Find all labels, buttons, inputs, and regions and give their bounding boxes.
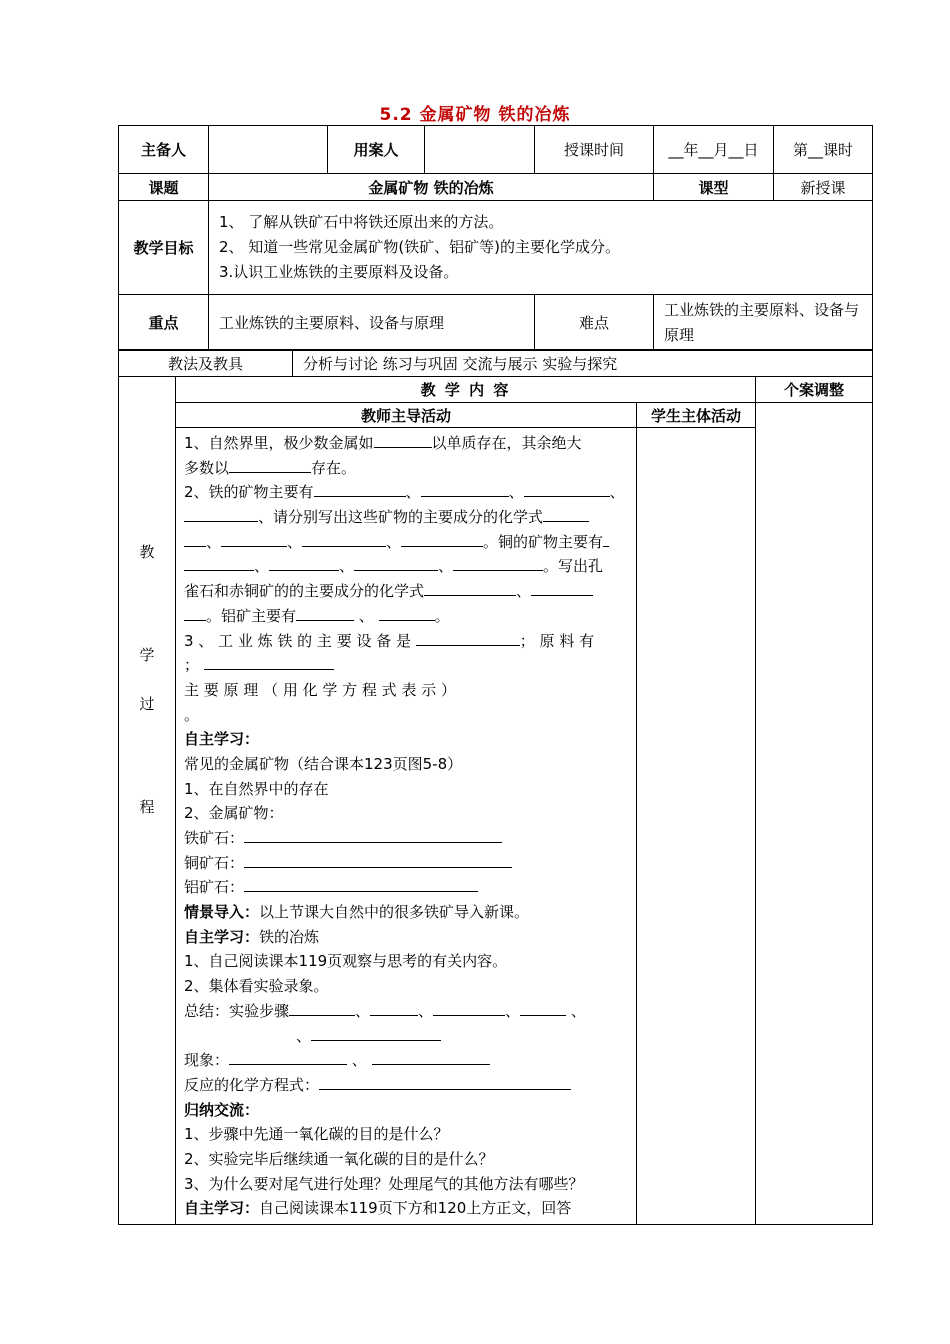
adjust-header: 个案调整 [756,377,873,403]
blank-underline [296,605,354,621]
blank-underline [524,481,610,497]
text-span: 、 [339,557,355,576]
text-span: 多数以 [184,458,230,477]
user-label: 用案人 [328,126,425,174]
method-label: 教法及教具 [119,350,293,377]
fill-blank-line [184,456,630,481]
text-span: 铁的冶炼 [259,927,320,946]
blank-underline [229,457,311,473]
blank-underline [531,580,593,596]
blank-underline [184,506,258,522]
text-span: 、 [355,1001,371,1020]
goals-list [209,201,873,295]
period-field: 第__课时 [774,126,873,174]
text-span: 。写出孔 [543,557,604,576]
text-span: 铝矿石： [184,878,245,897]
fill-blank-line [184,653,630,678]
topic-label: 课题 [119,174,209,201]
difficult-label: 难点 [535,295,654,351]
side-char: 过 [139,695,155,713]
blank-underline [374,432,432,448]
side-char: 教 [139,543,155,561]
blank-underline [204,654,334,670]
fill-blank-line [184,925,630,950]
text-span: 、 [570,1001,586,1020]
side-char: 学 [139,646,155,664]
text-span: 、 [386,532,402,551]
type-label: 课型 [654,174,774,201]
text-span: 以上节课大自然中的很多铁矿导入新课。 [259,903,530,922]
text-span: 、 [508,483,524,502]
fill-blank-line [184,900,630,925]
blank-underline [421,481,509,497]
text-span: 、 [206,532,222,551]
text-span: 、 [351,1051,367,1070]
fill-blank-line [184,554,630,579]
fill-blank-line [184,629,630,654]
blank-underline [184,605,206,621]
text-span: 。铜的矿物主要有 [483,532,604,551]
blank-underline [314,481,406,497]
blank-underline [401,531,483,547]
text-span: 、 [287,532,303,551]
text-span: 1、自然界里，极少数金属如 [184,434,374,452]
blank-underline [370,1000,418,1016]
blank-underline [453,555,543,571]
text-span: 雀石和赤铜矿的的主要成分的化学式 [184,582,425,601]
fill-blank-line [184,851,630,876]
blank-underline [221,531,287,547]
lesson-info-table [118,125,873,351]
fill-blank-line [184,530,630,555]
text-line: 1、在自然界中的存在 [184,779,329,798]
student-activity-cell [637,428,756,1225]
blank-underline [603,531,609,547]
text-span: 、 [438,557,454,576]
blank-underline [543,506,589,522]
fill-blank-line [184,579,630,604]
text-span: 、 [418,1001,434,1020]
text-span: ； 原 料 有 [519,631,595,650]
content-header: 教 学 内 容 [176,377,756,403]
goals-label: 教学目标 [119,201,209,295]
blank-underline [372,1049,490,1065]
teacher-activity-cell [176,428,637,1225]
text-span: 、 [358,606,374,625]
text-span: 、 [405,483,421,502]
text-line: 1、自己阅读课本119页观察与思考的有关内容。 [184,952,508,971]
text-span: 、 [254,557,270,576]
topic-value: 金属矿物 铁的冶炼 [209,174,654,201]
student-header: 学生主体活动 [637,403,756,428]
blank-underline [184,531,206,547]
text-span: 、请分别写出这些矿物的主要成分的化学式 [258,508,544,527]
blank-underline [302,531,386,547]
text-span: 2、铁的矿物主要有 [184,483,314,502]
text-span: 自主学习： [184,1199,260,1218]
fill-blank-line [184,1048,630,1073]
blank-underline [424,580,516,596]
difficult-value: 工业炼铁的主要原料、设备与原理 [654,295,873,351]
goal-item: 2、 知道一些常见金属矿物(铁矿、铝矿等)的主要化学成分。 [219,238,621,257]
date-field: __年__月__日 [654,126,774,174]
fill-blank-line [184,826,630,851]
text-span: ； [184,656,200,675]
preparer-value [209,126,328,174]
blank-underline [319,1074,571,1090]
blank-underline [244,876,478,892]
text-span: 铁矿石： [184,829,245,847]
text-span: 存在。 [311,458,357,477]
text-span: 、 [505,1001,521,1020]
question-item: 3、为什么要对尾气进行处理？处理尾气的其他方法有哪些？ [184,1174,584,1193]
section-heading: 自主学习： [184,730,260,749]
process-side-label [119,377,176,1225]
document-title: 5.2 金属矿物 铁的冶炼 [379,105,571,125]
adjust-cell [756,403,873,1225]
text-line: 主 要 原 理 （ 用 化 学 方 程 式 表 示 ） [184,680,456,699]
fill-blank-line [184,431,630,456]
text-span: 、 [296,1026,312,1045]
fill-blank-line [184,1196,630,1221]
text-span: 情景导入： [184,903,260,922]
side-char: 程 [139,798,155,816]
fill-blank-line [184,999,630,1024]
text-span: 自主学习： [184,927,260,946]
user-value [425,126,535,174]
text-span: 现象： [184,1051,230,1070]
blank-underline [244,827,502,843]
text-span: 3 、 工 业 炼 铁 的 主 要 设 备 是 [184,631,411,650]
key-label: 重点 [119,295,209,351]
teacher-header: 教师主导活动 [176,403,637,428]
text-span: 反应的化学方程式： [184,1075,320,1094]
blank-underline [229,1049,347,1065]
blank-underline [289,1000,355,1016]
question-item: 2、实验完毕后继续通一氧化碳的目的是什么？ [184,1149,494,1168]
goal-item: 3.认识工业炼铁的主要原料及设备。 [219,262,459,281]
blank-underline [244,852,512,868]
fill-blank-line [184,505,630,530]
fill-blank-line [184,1073,630,1098]
text-span: 自己阅读课本119页下方和120上方正文，回答 [259,1199,572,1218]
section-heading: 归纳交流： [184,1100,260,1119]
time-label: 授课时间 [535,126,654,174]
goal-item: 1、 了解从铁矿石中将铁还原出来的方法。 [219,213,504,232]
blank-underline [416,630,520,646]
text-line: 常见的金属矿物（结合课本123页图5-8） [184,754,463,773]
blank-underline [379,605,435,621]
key-value: 工业炼铁的主要原料、设备与原理 [209,295,535,351]
type-value: 新授课 [774,174,873,201]
blank-underline [269,555,339,571]
fill-blank-line [184,604,630,629]
text-line: 2、集体看实验录象。 [184,977,329,996]
text-span: 、 [609,483,625,502]
blank-underline [184,555,254,571]
text-span: 、 [516,582,532,601]
text-span: 。 [434,606,450,625]
blank-underline [311,1025,441,1041]
text-line: 2、金属矿物： [184,804,284,823]
text-line: 。 [184,705,200,724]
text-span: 总结：实验步骤 [184,1001,290,1020]
method-table [118,349,873,377]
fill-blank-line [184,875,630,900]
preparer-label: 主备人 [119,126,209,174]
text-span: 铜矿石： [184,853,245,872]
text-span: 以单质存在，其余绝大 [431,434,582,452]
blank-underline [433,1000,505,1016]
text-span: 。铝矿主要有 [206,606,297,625]
process-table [118,376,873,1225]
fill-blank-line [184,480,630,505]
question-item: 1、步骤中先通一氧化碳的目的是什么？ [184,1125,449,1144]
blank-underline [520,1000,566,1016]
blank-underline [354,555,438,571]
method-value: 分析与讨论 练习与巩固 交流与展示 实验与探究 [293,350,873,377]
fill-blank-line [184,1024,630,1049]
